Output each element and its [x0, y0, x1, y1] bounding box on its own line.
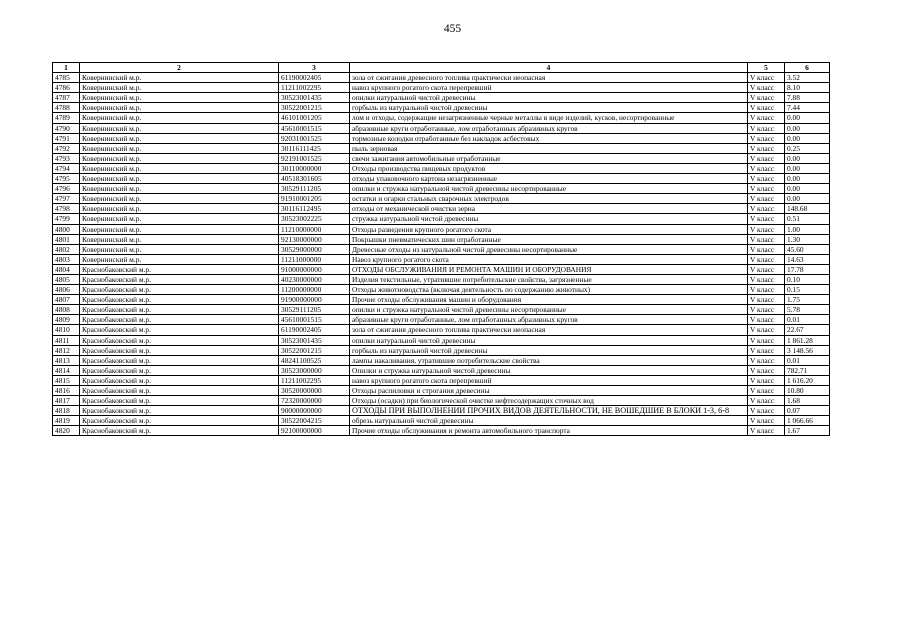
table-row [53, 93, 830, 103]
hazard-class-cell: V класс [748, 274, 785, 284]
code-cell: 92031001525 [279, 133, 350, 143]
row-number-cell: 4815 [53, 375, 80, 385]
amount-cell: 0.00 [785, 133, 830, 143]
district-cell: Краснобаковский м.р. [80, 406, 279, 416]
table-row [53, 194, 830, 204]
district-cell: Ковернинский м.р. [80, 83, 279, 93]
hazard-class-cell: V класс [748, 325, 785, 335]
district-cell: Ковернинский м.р. [80, 123, 279, 133]
row-number-cell: 4807 [53, 295, 80, 305]
hazard-class-cell: V класс [748, 386, 785, 396]
row-number-cell: 4803 [53, 254, 80, 264]
table-row [53, 234, 830, 244]
table-row [53, 295, 830, 305]
district-cell: Краснобаковский м.р. [80, 396, 279, 406]
table-row [53, 396, 830, 406]
amount-cell: 0.00 [785, 194, 830, 204]
amount-cell: 1 861.28 [785, 335, 830, 345]
amount-cell: 0.00 [785, 163, 830, 173]
code-cell: 11211000000 [279, 254, 350, 264]
code-cell: 11200000000 [279, 285, 350, 295]
description-cell: Навоз крупного рогатого скота [350, 254, 748, 264]
code-cell: 30522004215 [279, 416, 350, 426]
district-cell: Ковернинский м.р. [80, 143, 279, 153]
column-header: 3 [279, 63, 350, 73]
hazard-class-cell: V класс [748, 406, 785, 416]
amount-cell: 1.67 [785, 426, 830, 436]
row-number-cell: 4802 [53, 244, 80, 254]
code-cell: 30522001215 [279, 345, 350, 355]
code-cell: 11210000000 [279, 224, 350, 234]
description-cell: стружка натуральной чистой древесины [350, 214, 748, 224]
hazard-class-cell: V класс [748, 264, 785, 274]
amount-cell: 0.10 [785, 274, 830, 284]
row-number-cell: 4791 [53, 133, 80, 143]
district-cell: Ковернинский м.р. [80, 244, 279, 254]
hazard-class-cell: V класс [748, 73, 785, 83]
amount-cell: 45.60 [785, 244, 830, 254]
table-row [53, 103, 830, 113]
code-cell: 30529111205 [279, 305, 350, 315]
hazard-class-cell: V класс [748, 315, 785, 325]
table-row [53, 174, 830, 184]
amount-cell: 14.63 [785, 254, 830, 264]
description-cell: навоз крупного рогатого скота перепревший [350, 83, 748, 93]
amount-cell: 1.00 [785, 224, 830, 234]
description-cell: опилки натуральной чистой древесины [350, 93, 748, 103]
description-cell: опилки и стружка натуральной чистой древесины несортированные [350, 305, 748, 315]
amount-cell: 0.00 [785, 174, 830, 184]
table-row [53, 325, 830, 335]
row-number-cell: 4790 [53, 123, 80, 133]
hazard-class-cell: V класс [748, 335, 785, 345]
code-cell: 91910001205 [279, 194, 350, 204]
table-row [53, 365, 830, 375]
district-cell: Краснобаковский м.р. [80, 295, 279, 305]
description-cell: обрезь натуральной чистой древесины [350, 416, 748, 426]
hazard-class-cell: V класс [748, 214, 785, 224]
description-cell: тормозные колодки отработанные без накладок асбестовых [350, 133, 748, 143]
code-cell: 30523002225 [279, 214, 350, 224]
column-header: 1 [53, 63, 80, 73]
description-cell: ОТХОДЫ ПРИ ВЫПОЛНЕНИИ ПРОЧИХ ВИДОВ ДЕЯТЕЛЬНОСТИ, НЕ ВОШЕДШИЕ В БЛОКИ 1-3, 6-8 [350, 406, 748, 416]
district-cell: Краснобаковский м.р. [80, 285, 279, 295]
amount-cell: 0.00 [785, 113, 830, 123]
row-number-cell: 4801 [53, 234, 80, 244]
amount-cell: 782.71 [785, 365, 830, 375]
amount-cell: 3.52 [785, 73, 830, 83]
table-row [53, 416, 830, 426]
district-cell: Ковернинский м.р. [80, 174, 279, 184]
code-cell: 30116111425 [279, 143, 350, 153]
table-row [53, 214, 830, 224]
amount-cell: 17.78 [785, 264, 830, 274]
table-row [53, 123, 830, 133]
row-number-cell: 4786 [53, 83, 80, 93]
hazard-class-cell: V класс [748, 254, 785, 264]
description-cell: Прочие отходы обслуживания машин и оборудования [350, 295, 748, 305]
code-cell: 45610001515 [279, 315, 350, 325]
code-cell: 30523001435 [279, 335, 350, 345]
amount-cell: 7.44 [785, 103, 830, 113]
district-cell: Ковернинский м.р. [80, 93, 279, 103]
hazard-class-cell: V класс [748, 133, 785, 143]
amount-cell: 1.30 [785, 234, 830, 244]
district-cell: Краснобаковский м.р. [80, 274, 279, 284]
hazard-class-cell: V класс [748, 194, 785, 204]
hazard-class-cell: V класс [748, 83, 785, 93]
district-cell: Ковернинский м.р. [80, 184, 279, 194]
description-cell: навоз крупного рогатого скота перепревший [350, 375, 748, 385]
row-number-cell: 4795 [53, 174, 80, 184]
row-number-cell: 4794 [53, 163, 80, 173]
table-row [53, 204, 830, 214]
row-number-cell: 4812 [53, 345, 80, 355]
district-cell: Ковернинский м.р. [80, 73, 279, 83]
district-cell: Краснобаковский м.р. [80, 386, 279, 396]
description-cell: абразивные круги отработанные, лом отработанных абразивных кругов [350, 315, 748, 325]
code-cell: 72320000000 [279, 396, 350, 406]
amount-cell: 0.01 [785, 315, 830, 325]
hazard-class-cell: V класс [748, 93, 785, 103]
district-cell: Краснобаковский м.р. [80, 315, 279, 325]
row-number-cell: 4814 [53, 365, 80, 375]
table-row [53, 244, 830, 254]
table-row [53, 133, 830, 143]
code-cell: 11211002295 [279, 375, 350, 385]
row-number-cell: 4796 [53, 184, 80, 194]
row-number-cell: 4806 [53, 285, 80, 295]
table-row [53, 345, 830, 355]
column-header: 4 [350, 63, 748, 73]
description-cell: свечи зажигания автомобильные отработанные [350, 153, 748, 163]
table-row [53, 254, 830, 264]
description-cell: зола от сжигания древесного топлива практически неопасная [350, 73, 748, 83]
code-cell: 30522001215 [279, 103, 350, 113]
row-number-cell: 4799 [53, 214, 80, 224]
hazard-class-cell: V класс [748, 224, 785, 234]
district-cell: Ковернинский м.р. [80, 214, 279, 224]
code-cell: 90000000000 [279, 406, 350, 416]
amount-cell: 0.01 [785, 355, 830, 365]
table-row [53, 285, 830, 295]
description-cell: зола от сжигания древесного топлива практически неопасная [350, 325, 748, 335]
district-cell: Краснобаковский м.р. [80, 416, 279, 426]
district-cell: Краснобаковский м.р. [80, 325, 279, 335]
code-cell: 46101001205 [279, 113, 350, 123]
amount-cell: 0.00 [785, 153, 830, 163]
row-number-cell: 4804 [53, 264, 80, 274]
column-header: 2 [80, 63, 279, 73]
district-cell: Ковернинский м.р. [80, 133, 279, 143]
district-cell: Краснобаковский м.р. [80, 264, 279, 274]
column-header: 6 [785, 63, 830, 73]
code-cell: 30523001435 [279, 93, 350, 103]
district-cell: Ковернинский м.р. [80, 224, 279, 234]
column-header: 5 [748, 63, 785, 73]
row-number-cell: 4810 [53, 325, 80, 335]
district-cell: Ковернинский м.р. [80, 194, 279, 204]
description-cell: остатки и огарки стальных сварочных электродов [350, 194, 748, 204]
row-number-cell: 4817 [53, 396, 80, 406]
amount-cell: 22.67 [785, 325, 830, 335]
table-row [53, 406, 830, 416]
hazard-class-cell: V класс [748, 396, 785, 406]
description-cell: ОТХОДЫ ОБСЛУЖИВАНИЯ И РЕМОНТА МАШИН И ОБОРУДОВАНИЯ [350, 264, 748, 274]
amount-cell: 0.00 [785, 184, 830, 194]
amount-cell: 7.88 [785, 93, 830, 103]
page-number: 455 [443, 23, 462, 35]
table-row [53, 184, 830, 194]
row-number-cell: 4800 [53, 224, 80, 234]
description-cell: пыль зерновая [350, 143, 748, 153]
table-row [53, 264, 830, 274]
amount-cell: 148.68 [785, 204, 830, 214]
row-number-cell: 4818 [53, 406, 80, 416]
waste-table [52, 62, 830, 436]
hazard-class-cell: V класс [748, 416, 785, 426]
district-cell: Ковернинский м.р. [80, 103, 279, 113]
hazard-class-cell: V класс [748, 305, 785, 315]
description-cell: лом и отходы, содержащие незагрязненные черные металлы в виде изделий, кусков, несортированные [350, 113, 748, 123]
amount-cell: 0.07 [785, 406, 830, 416]
code-cell: 40230000000 [279, 274, 350, 284]
hazard-class-cell: V класс [748, 375, 785, 385]
row-number-cell: 4793 [53, 153, 80, 163]
description-cell: Прочие отходы обслуживания и ремонта автомобильного транспорта [350, 426, 748, 436]
row-number-cell: 4787 [53, 93, 80, 103]
row-number-cell: 4805 [53, 274, 80, 284]
hazard-class-cell: V класс [748, 123, 785, 133]
code-cell: 92191001525 [279, 153, 350, 163]
amount-cell: 8.10 [785, 83, 830, 93]
table-row [53, 305, 830, 315]
table-row [53, 375, 830, 385]
description-cell: отходы от механической очистки зерна [350, 204, 748, 214]
row-number-cell: 4809 [53, 315, 80, 325]
code-cell: 92130000000 [279, 234, 350, 244]
description-cell: Древесные отходы из натуральной чистой древесины несортированные [350, 244, 748, 254]
description-cell: Отходы (осадки) при биологической очистке нефтесодержащих сточных вод [350, 396, 748, 406]
amount-cell: 0.00 [785, 123, 830, 133]
description-cell: отходы упаковочного картона незагрязненные [350, 174, 748, 184]
amount-cell: 1.68 [785, 396, 830, 406]
code-cell: 92100000000 [279, 426, 350, 436]
row-number-cell: 4797 [53, 194, 80, 204]
row-number-cell: 4813 [53, 355, 80, 365]
row-number-cell: 4785 [53, 73, 80, 83]
district-cell: Краснобаковский м.р. [80, 426, 279, 436]
table-row [53, 386, 830, 396]
amount-cell: 1 066.66 [785, 416, 830, 426]
description-cell: Изделия текстильные, утратившие потребительские свойства, загрязненные [350, 274, 748, 284]
amount-cell: 5.78 [785, 305, 830, 315]
description-cell: Отходы производства пищевых продуктов [350, 163, 748, 173]
district-cell: Ковернинский м.р. [80, 204, 279, 214]
amount-cell: 0.15 [785, 285, 830, 295]
table-row [53, 73, 830, 83]
code-cell: 30529000000 [279, 244, 350, 254]
hazard-class-cell: V класс [748, 204, 785, 214]
hazard-class-cell: V класс [748, 184, 785, 194]
amount-cell: 3 148.56 [785, 345, 830, 355]
code-cell: 30520000000 [279, 386, 350, 396]
district-cell: Краснобаковский м.р. [80, 345, 279, 355]
hazard-class-cell: V класс [748, 113, 785, 123]
district-cell: Ковернинский м.р. [80, 163, 279, 173]
table-row [53, 335, 830, 345]
hazard-class-cell: V класс [748, 103, 785, 113]
district-cell: Краснобаковский м.р. [80, 365, 279, 375]
hazard-class-cell: V класс [748, 174, 785, 184]
amount-cell: 1 616.20 [785, 375, 830, 385]
code-cell: 91900000000 [279, 295, 350, 305]
hazard-class-cell: V класс [748, 426, 785, 436]
amount-cell: 0.51 [785, 214, 830, 224]
hazard-class-cell: V класс [748, 244, 785, 254]
table-row [53, 315, 830, 325]
hazard-class-cell: V класс [748, 285, 785, 295]
description-cell: Отходы распиловки и строгания древесины [350, 386, 748, 396]
hazard-class-cell: V класс [748, 234, 785, 244]
table-row [53, 355, 830, 365]
description-cell: Покрышки пневматических шин отработанные [350, 234, 748, 244]
description-cell: абразивные круги отработанные, лом отработанных абразивных кругов [350, 123, 748, 133]
hazard-class-cell: V класс [748, 345, 785, 355]
row-number-cell: 4808 [53, 305, 80, 315]
description-cell: горбыль из натуральной чистой древесины [350, 345, 748, 355]
description-cell: Отходы разведения крупного рогатого скота [350, 224, 748, 234]
code-cell: 48241100525 [279, 355, 350, 365]
district-cell: Ковернинский м.р. [80, 153, 279, 163]
table-row [53, 153, 830, 163]
row-number-cell: 4819 [53, 416, 80, 426]
row-number-cell: 4798 [53, 204, 80, 214]
hazard-class-cell: V класс [748, 355, 785, 365]
hazard-class-cell: V класс [748, 143, 785, 153]
table-row [53, 274, 830, 284]
code-cell: 45610001515 [279, 123, 350, 133]
district-cell: Краснобаковский м.р. [80, 335, 279, 345]
amount-cell: 1.75 [785, 295, 830, 305]
hazard-class-cell: V класс [748, 163, 785, 173]
row-number-cell: 4788 [53, 103, 80, 113]
description-cell: лампы накаливания, утратившие потребительские свойства [350, 355, 748, 365]
district-cell: Краснобаковский м.р. [80, 355, 279, 365]
district-cell: Ковернинский м.р. [80, 254, 279, 264]
description-cell: горбыль из натуральной чистой древесины [350, 103, 748, 113]
code-cell: 30529111205 [279, 184, 350, 194]
row-number-cell: 4792 [53, 143, 80, 153]
code-cell: 91000000000 [279, 264, 350, 274]
code-cell: 40518301605 [279, 174, 350, 184]
hazard-class-cell: V класс [748, 153, 785, 163]
description-cell: Отходы животноводства (включая деятельность по содержанию животных) [350, 285, 748, 295]
description-cell: опилки и стружка натуральной чистой древесины несортированные [350, 184, 748, 194]
table-row [53, 163, 830, 173]
code-cell: 61190002405 [279, 73, 350, 83]
code-cell: 30523000000 [279, 365, 350, 375]
code-cell: 30116112495 [279, 204, 350, 214]
table-row [53, 426, 830, 436]
table-row [53, 224, 830, 234]
district-cell: Ковернинский м.р. [80, 234, 279, 244]
district-cell: Краснобаковский м.р. [80, 375, 279, 385]
code-cell: 11211002295 [279, 83, 350, 93]
description-cell: опилки натуральной чистой древесины [350, 335, 748, 345]
table-row [53, 83, 830, 93]
row-number-cell: 4811 [53, 335, 80, 345]
code-cell: 30110000000 [279, 163, 350, 173]
district-cell: Ковернинский м.р. [80, 113, 279, 123]
table-row [53, 143, 830, 153]
description-cell: Опилки и стружка натуральной чистой древесины [350, 365, 748, 375]
hazard-class-cell: V класс [748, 365, 785, 375]
amount-cell: 0.25 [785, 143, 830, 153]
amount-cell: 10.80 [785, 386, 830, 396]
district-cell: Краснобаковский м.р. [80, 305, 279, 315]
row-number-cell: 4789 [53, 113, 80, 123]
row-number-cell: 4816 [53, 386, 80, 396]
hazard-class-cell: V класс [748, 295, 785, 305]
row-number-cell: 4820 [53, 426, 80, 436]
code-cell: 61190002405 [279, 325, 350, 335]
table-row [53, 113, 830, 123]
table-header-row [53, 63, 830, 73]
